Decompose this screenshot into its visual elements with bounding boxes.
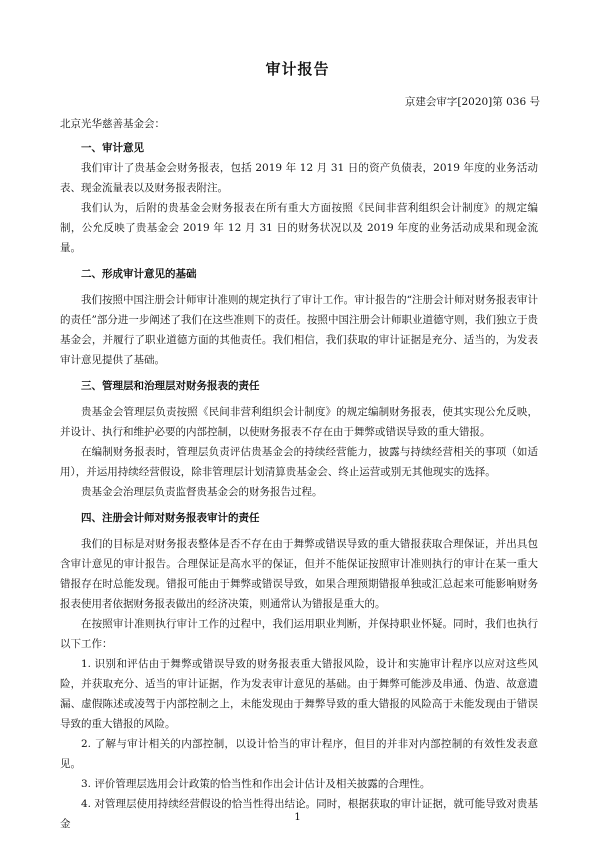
section-heading-auditor-responsibility: 四、注册会计师对财务报表审计的责任 (81, 512, 260, 524)
paragraph: 我们审计了贵基金会财务报表，包括 2019 年 12 月 31 日的资产负债表，2019 年度的业务活动表、现金流量表以及财务报表附注。 (60, 162, 538, 194)
paragraph: 贵基金会治理层负责监督贵基金会的财务报告过程。 (81, 486, 323, 498)
document-number: 京建会审字[2020]第 036 号 (404, 96, 540, 108)
section-heading-management-responsibility: 三、管理层和治理层对财务报表的责任 (81, 380, 260, 392)
list-item: 3. 评价管理层选用会计政策的恰当性和作出会计估计及相关披露的合理性。 (81, 778, 431, 790)
paragraph: 在编制财务报表时，管理层负责评估贵基金会的持续经营能力，披露与持续经营相关的事项（如适用），并运用持续经营假设，除非管理层计划清算贵基金会、终止运营或别无其他现实的选择。 (60, 446, 538, 478)
section-heading-basis-for-opinion: 二、形成审计意见的基础 (81, 268, 197, 280)
list-item: 4. 对管理层使用持续经营假设的恰当性得出结论。同时，根据获取的审计证据，就可能导致对贵基金 (60, 798, 538, 830)
paragraph: 我们的目标是对财务报表整体是否不存在由于舞弊或错误导致的重大错报获取合理保证，并出具包含审计意见的审计报告。合理保证是高水平的保证，但并不能保证按照审计准则执行的审计在某一重大错报存在时总能发现。错报可能由于舞弊或错误导致，如果合理预期错报单独或汇总起来可能影响财务报表使用者依据财务报表做出的经济决策，则通常认为错报是重大的。 (60, 538, 538, 610)
list-item: 2. 了解与审计相关的内部控制，以设计恰当的审计程序，但目的并非对内部控制的有效性发表意见。 (60, 738, 538, 770)
section-heading-audit-opinion: 一、审计意见 (81, 142, 144, 154)
page-number: 1 (294, 812, 301, 823)
paragraph: 我们认为，后附的贵基金会财务报表在所有重大方面按照《民间非营利组织会计制度》的规定编制，公允反映了贵基金会 2019 年 12 月 31 日的财务状况以及 2019 年度的业务活动成果和现金流量。 (60, 202, 538, 254)
paragraph: 我们按照中国注册会计师审计准则的规定执行了审计工作。审计报告的“注册会计师对财务报表审计的责任”部分进一步阐述了我们在这些准则下的责任。按照中国注册会计师职业道德守则，我们独立于贵基金会，并履行了职业道德方面的其他责任。我们相信，我们获取的审计证据是充分、适当的，为发表审计意见提供了基础。 (60, 294, 538, 366)
paragraph: 在按照审计准则执行审计工作的过程中，我们运用职业判断，并保持职业怀疑。同时，我们也执行以下工作： (60, 618, 538, 650)
paragraph: 贵基金会管理层负责按照《民间非营利组织会计制度》的规定编制财务报表，使其实现公允反映，并设计、执行和维护必要的内部控制，以使财务报表不存在由于舞弊或错误导致的重大错报。 (60, 406, 538, 438)
report-title: 审计报告 (265, 60, 330, 78)
addressee: 北京光华慈善基金会： (60, 118, 165, 130)
list-item: 1. 识别和评估由于舞弊或错误导致的财务报表重大错报风险，设计和实施审计程序以应对这些风险，并获取充分、适当的审计证据，作为发表审计意见的基础。由于舞弊可能涉及串通、伪造、故意遗漏、虚假陈述或凌驾于内部控制之上，未能发现由于舞弊导致的重大错报的风险高于未能发现由于错误导致的重大错报的风险。 (60, 658, 538, 730)
report-body (60, 138, 538, 834)
